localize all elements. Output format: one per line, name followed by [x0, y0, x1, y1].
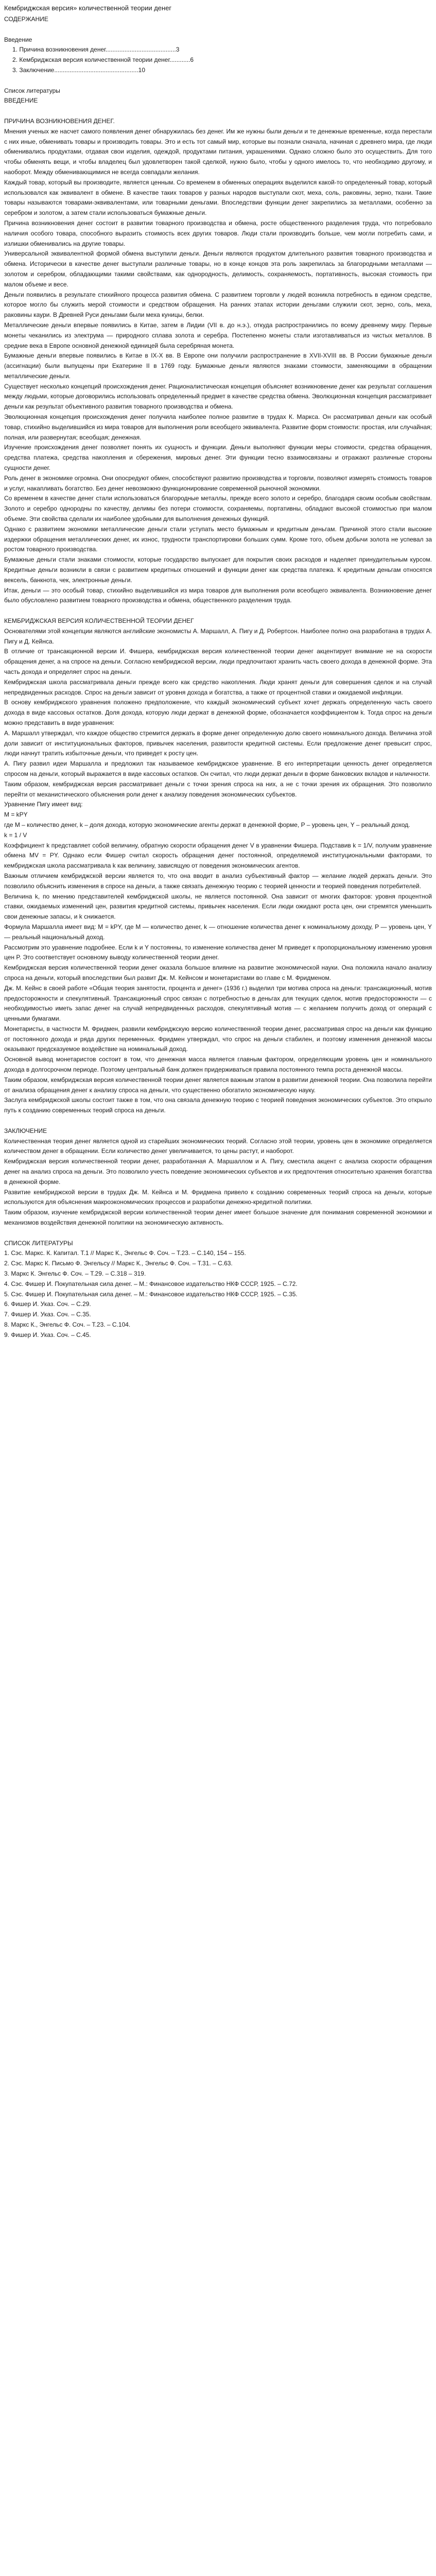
- paragraph: Коэффициент k представляет собой величину, обратную скорости обращения денег V в уравнении Фишера. Подставив k = 1/V, получим уравнение обмена MV = PY. Однако если Фишер считал скорость обращения денег постоянной, определяемой институциональными факторами, то кембриджская школа рассматривала k как величину, зависящую от поведения экономических агентов.: [4, 841, 432, 870]
- bibliography-item: 3. Маркс К. Энгельс Ф. Соч. – Т.29. – С.318 – 319.: [4, 1270, 146, 1278]
- paragraph: Бумажные деньги стали знаками стоимости, которые государство выпускает для покрытия своих расходов и наделяет принудительным курсом. Кредитные деньги возникли в связи с развитием кредитных отношений и функции денег как средства платежа. К кредитным деньгам относятся вексель, банкнота, чек, электронные деньги.: [4, 556, 432, 584]
- paragraph: Заслуга кембриджской школы состоит также в том, что она связала денежную теорию с теорией поведения экономических субъектов. Это открыло путь к созданию современных теорий спроса на деньги.: [4, 1096, 432, 1114]
- table-of-contents: [4, 45, 432, 75]
- paragraph: Кембриджская версия количественной теории денег оказала большое влияние на развитие экономической науки. Она положила начало анализу спроса на деньги, который впоследствии был развит Дж. М. Кейнсом и монетаристами во главе с М. Фридменом.: [4, 964, 432, 981]
- bibliography-item: 1. Сэс. Маркс. К. Капитал. Т.1 // Маркс К., Энгельс Ф. Соч. – Т.23. – С.140, 154 – 155.: [4, 1249, 246, 1257]
- chapter2-body: [4, 626, 432, 810]
- formula-note: где M – количество денег, k – доля дохода, которую экономические агенты держат в денежной форме, P – уровень цен, Y – реальный доход.: [4, 821, 410, 828]
- paragraph: А. Пигу развил идеи Маршалла и предложил так называемое кембриджское уравнение. В его интерпретации ценность денег определяется спросом на деньги, который выражается в виде кассовых остатков. Он считал, что люди держат деньги в форме банковских вкладов и наличности.: [4, 760, 432, 777]
- paragraph: Эволюционная концепция происхождения денег получила наиболее полное развитие в трудах К. Маркса. Он рассматривал деньги как особый товар, стихийно выделившийся из мира товаров для выполнения роли всеобщего эквивалента. Развитие форм стоимости: простая, или случайная; полная, или развернутая; всеобщая; денежная.: [4, 413, 432, 441]
- paragraph: Таким образом, изучение кембриджской версии количественной теории денег имеет большое значение для понимания современной экономики и механизмов воздействия денежной политики на экономическую активность.: [4, 1209, 432, 1227]
- spacer: [4, 606, 432, 616]
- chapter1-heading: ПРИЧИНА ВОЗНИКНОВЕНИЯ ДЕНЕГ.: [4, 117, 115, 125]
- paragraph: Металлические деньги впервые появились в Китае, затем в Лидии (VII в. до н.э.), откуда распространились по всему древнему миру. Первые монеты чеканились из электрума — природного сплава золота и серебра. Постепенно монеты стали изготавливаться из чистых металлов. В средние века в Европе основной денежной единицей была серебряная монета.: [4, 321, 432, 349]
- contents-label: СОДЕРЖАНИЕ: [4, 15, 48, 23]
- toc-intro: Введение: [4, 36, 32, 43]
- paragraph: Мнения ученых же насчет самого появления денег обнаружилась без денег. Им же нужны были деньги и те денежные временные, когда перестали с них иные, обменивать товары и производить товары. Это и есть тот самый мир, которые вы познали сначала, начиная с древнего мира, где люди обменивались продуктами, отдавая свои изделия, одеждой, продуктами питания, украшениями. Однако сложно было это осуществить. Для того чтобы обменять вещи, и чтобы владелец был удовлетворен такой сделкой, нужно было, чтобы у одного имелось то, что необходимо другому, и наоборот. Между обменивающимися не всегда совпадали желания.: [4, 127, 432, 176]
- formula-k: k = 1 / V: [4, 831, 27, 839]
- page-title: Кембриджская версия» количественной теории денег: [4, 4, 172, 12]
- paragraph: Универсальной эквивалентной формой обмена выступили деньги. Деньги являются продуктом длительного развития товарного производства и обмена. Исторически в качестве денег выступали различные товары, но в конце концов эта роль закрепилась за благородными металлами — золотом и серебром, обладающими такими свойствами, как однородность, делимость, сохраняемость, портативность, высокая стоимость при малом объеме и весе.: [4, 250, 432, 288]
- paragraph: Уравнение Пигу имеет вид:: [4, 801, 83, 808]
- bibliography-item: 9. Фишер И. Указ. Соч. – С.45.: [4, 1331, 91, 1338]
- paragraph: Деньги появились в результате стихийного процесса развития обмена. С развитием торговли у людей возникла потребность в едином средстве, которое могло бы служить мерой стоимости и средством обращения. На ранних этапах истории деньгами служили скот, зерно, соль, меха, раковины каури. В Древней Руси деньгами были меха куницы, белки.: [4, 291, 432, 319]
- chapter2-body-continued: [4, 841, 432, 1116]
- paragraph: Каждый товар, который вы производите, является ценным. Со временем в обменных операциях выделился какой-то определенный товар, который использовался как эквивалент в обмене. В качестве таких товаров у разных народов выступали скот, меха, соль, раковины, зерно, ткани. Такие товары называются товарами-эквивалентами, или товарными деньгами. Впоследствии функции денег закрепились за металлами, особенно за серебром и золотом, а затем стали использоваться бумажные деньги.: [4, 178, 432, 217]
- spacer: [4, 1228, 432, 1239]
- bibliography-item: 7. Фишер И. Указ. Соч. – С.35.: [4, 1311, 91, 1318]
- paragraph: Кембриджская версия количественной теории денег, разработанная А. Маршаллом и А. Пигу, сместила акцент с анализа скорости обращения денег на анализ спроса на деньги. Это позволило учесть поведение экономических субъектов и их предпочтения относительно хранения богатства в денежной форме.: [4, 1158, 432, 1185]
- chapter1-body: [4, 127, 432, 606]
- paragraph: Таким образом, кембриджская версия количественной теории денег является важным этапом в развитии денежной теории. Она позволила перейти от анализа обращения денег к анализу спроса на деньги, что существенно обогатило экономическую науку.: [4, 1076, 432, 1094]
- spacer: [4, 106, 432, 116]
- spacer: [4, 76, 432, 86]
- paragraph: А. Маршалл утверждал, что каждое общество стремится держать в форме денег определенную долю своего номинального дохода. Величина этой доли зависит от институциональных факторов, привычек населения, развитости кредитной системы. Если предложение денег превысит спрос, люди начнут тратить избыточные деньги, что приведет к росту цен.: [4, 729, 432, 757]
- paragraph: В отличие от трансакционной версии И. Фишера, кембриджская версия количественной теории денег акцентирует внимание не на скорости обращения денег, а на спросе на деньги. Согласно кембриджской версии, люди предпочитают хранить часть своего дохода в денежной форме. Эта часть дохода и определяет спрос на деньги.: [4, 648, 432, 675]
- spacer: [4, 1116, 432, 1126]
- paragraph: Однако с развитием экономики металлические деньги стали уступать место бумажным и кредитным деньгам. Причиной этого стали высокие издержки обращения металлических денег, их износ, трудности транспортировки больших сумм. Кроме того, объем добычи золота не успевал за ростом товарного производства.: [4, 525, 432, 553]
- toc-item[interactable]: 3. Заключение.................................................10: [12, 66, 146, 74]
- paragraph: Таким образом, кембриджская версия рассматривает деньги с точки зрения спроса на них, а не с точки зрения их обращения. Это позволило перейти от механистического объяснения роли денег к анализу поведения экономических субъектов.: [4, 780, 432, 798]
- paragraph: Величина k, по мнению представителей кембриджской школы, не является постоянной. Она зависит от многих факторов: уровня процентной ставки, ожидаемых изменений цен, развития кредитной системы, привычек населения. Если люди ожидают роста цен, они стремятся уменьшить свои денежные запасы, и k снижается.: [4, 892, 432, 921]
- paragraph: Рассмотрим это уравнение подробнее. Если k и Y постоянны, то изменение количества денег M приведет к пропорциональному изменению уровня цен P. Это соответствует основному выводу количественной теории денег.: [4, 943, 432, 961]
- paragraph: Итак, деньги — это особый товар, стихийно выделившийся из мира товаров для выполнения роли всеобщего эквивалента. Возникновение денег было обусловлено развитием товарного производства и обмена, общественного разделения труда.: [4, 586, 432, 604]
- paragraph: Изучение происхождения денег позволяет понять их сущность и функции. Деньги выполняют функции меры стоимости, средства обращения, средства платежа, средства накопления и сбережения, мировых денег. Эти функции тесно взаимосвязаны и отражают различные стороны сущности денег.: [4, 444, 432, 472]
- toc-item[interactable]: 1. Причина возникновения денег.........................................3: [12, 46, 180, 54]
- paragraph: Основной вывод монетаристов состоит в том, что денежная масса является главным фактором, определяющим уровень цен и номинального дохода в долгосрочном периоде. Поэтому центральный банк должен придерживаться правила постоянного темпа роста денежной массы.: [4, 1056, 432, 1074]
- paragraph: Кембриджская школа рассматривала деньги прежде всего как средство накопления. Люди хранят деньги для совершения сделок и на случай непредвиденных расходов. Спрос на деньги зависит от уровня дохода и богатства, а также от процентной ставки и ожидаемой инфляции.: [4, 678, 432, 696]
- paragraph: Количественная теория денег является одной из старейших экономических теорий. Согласно этой теории, уровень цен в экономике определяется количеством денег в обращении. Если количество денег увеличивается, то цены растут, и наоборот.: [4, 1137, 432, 1155]
- conclusion-heading: ЗАКЛЮЧЕНИЕ: [4, 1127, 47, 1134]
- bibliography-list: [4, 1248, 432, 1340]
- paragraph: Бумажные деньги впервые появились в Китае в IX-X вв. В Европе они получили распространение в XVII-XVIII вв. В России бумажные деньги (ассигнации) были выпущены при Екатерине II в 1769 году. Бумажные деньги являются знаками стоимости, заменяющими в обращении металлические деньги.: [4, 352, 432, 380]
- conclusion-body: [4, 1137, 432, 1228]
- paragraph: Основателями этой концепции являются английские экономисты А. Маршалл, А. Пигу и Д. Робертсон. Наиболее полно она разработана в трудах А. Пигу и Д. Кейнса.: [4, 627, 432, 645]
- paragraph: В основу кембриджского уравнения положено предположение, что каждый экономический субъект хочет держать определенную часть своего дохода в виде кассовых остатков. Доля дохода, которую люди держат в денежной форме, обозначается коэффициентом k. Тогда спрос на деньги можно представить в виде уравнения:: [4, 699, 432, 726]
- bibliography-item: 5. Сэс. Фишер И. Покупательная сила денег. – М.: Финансовое издательство НКФ СССР, 1925. – С.35.: [4, 1290, 298, 1298]
- intro-heading: ВВЕДЕНИЕ: [4, 97, 38, 105]
- chapter2-heading: КЕМБРИДЖСКАЯ ВЕРСИЯ КОЛИЧЕСТВЕННОЙ ТЕОРИИ ДЕНЕГ: [4, 617, 194, 625]
- paragraph: Развитие кембриджской версии в трудах Дж. М. Кейнса и М. Фридмена привело к созданию современных теорий спроса на деньги, которые используются для объяснения макроэкономических процессов и разработки денежно-кредитной политики.: [4, 1188, 432, 1206]
- paragraph: Монетаристы, в частности М. Фридмен, развили кембриджскую версию количественной теории денег, рассматривая спрос на деньги как функцию от постоянного дохода и ряда других переменных. Фридмен утверждал, что спрос на деньги стабилен, и поэтому изменения денежной массы оказывают предсказуемое воздействие на номинальный доход.: [4, 1025, 432, 1053]
- paragraph: Причина возникновения денег состоит в развитии товарного производства и обмена, росте общественного разделения труда, что потребовало наличия особого товара, способного выразить стоимость всех других товаров. Люди стали производить больше, чем могли потребить сами, и излишки обменивались на другие товары.: [4, 219, 432, 247]
- paragraph: Формула Маршалла имеет вид: M = kPY, где M — количество денег, k — отношение количества денег к номинальному доходу, P — уровень цен, Y — реальный национальный доход.: [4, 923, 432, 941]
- paragraph: Со временем в качестве денег стали использоваться благородные металлы, прежде всего золото и серебро, благодаря своим особым свойствам. Золото и серебро однородны по качеству, делимы без потери стоимости, сохраняемы, портативны, обладают высокой стоимостью при малом объеме. Эти свойства сделали их наиболее удобными для выполнения денежных функций.: [4, 495, 432, 523]
- bibliography-item: 2. Сэс. Маркс К. Письмо Ф. Энгельсу // Маркс К., Энгельс Ф. Соч. – Т.31. – С.63.: [4, 1260, 233, 1267]
- bibliography-item: 8. Маркс К., Энгельс Ф. Соч. – Т.23. – С.104.: [4, 1321, 131, 1328]
- spacer: [4, 25, 432, 35]
- bibliography-item: 6. Фишер И. Указ. Соч. – С.29.: [4, 1300, 91, 1308]
- paragraph: Роль денег в экономике огромна. Они опосредуют обмен, способствуют развитию производства и торговли, позволяют измерять стоимость товаров и услуг, накапливать богатство. Без денег невозможно функционирование современной рыночной экономики.: [4, 474, 432, 492]
- toc-bibliography: Список литературы: [4, 87, 60, 94]
- toc-item[interactable]: 2. Кембриджская версия количественной теории денег............6: [12, 56, 194, 64]
- bibliography-item: 4. Сэс. Фишер И. Покупательная сила денег. – М.: Финансовое издательство НКФ СССР, 1925. – С.72.: [4, 1280, 298, 1287]
- paragraph: Важным отличием кембриджской версии является то, что она вводит в анализ субъективный фактор — желание людей держать деньги. Это позволило объяснить изменения в спросе на деньги, а также связать денежную теорию с теорией ценности и теорией поведения потребителей.: [4, 872, 432, 890]
- formula-main: M = kPY: [4, 811, 28, 819]
- paragraph: Существует несколько концепций происхождения денег. Рационалистическая концепция объясняет возникновение денег как результат соглашения между людьми, которые договорились использовать определенный предмет в качестве средства обмена. Эволюционная концепция рассматривает деньги как результат объективного развития товарного производства и обмена.: [4, 382, 432, 411]
- bibliography-heading: СПИСОК ЛИТЕРАТУРЫ: [4, 1239, 73, 1247]
- paragraph: Дж. М. Кейнс в своей работе «Общая теория занятости, процента и денег» (1936 г.) выделил три мотива спроса на деньги: трансакционный, мотив предосторожности и спекулятивный. Трансакционный спрос связан с потребностью в деньгах для текущих сделок, мотив предосторожности — с необходимостью иметь запас денег на случай непредвиденных расходов, спекулятивный мотив — с желанием получить доход от операций с ценными бумагами.: [4, 984, 432, 1023]
